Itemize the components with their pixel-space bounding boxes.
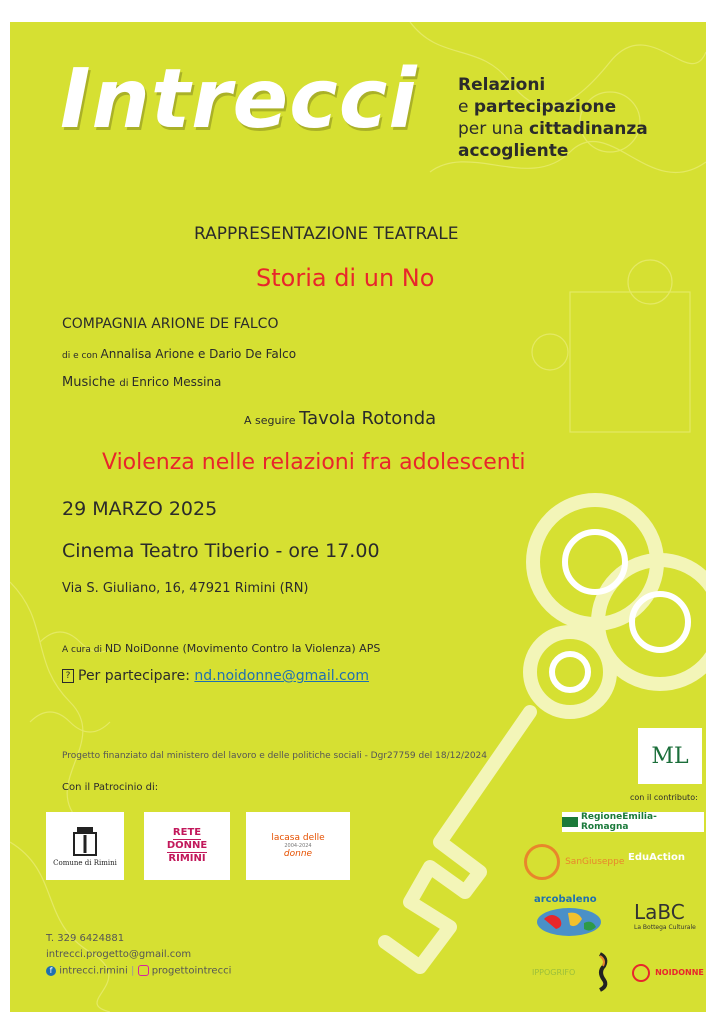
sangiuseppe-swirl-icon [524,844,560,880]
labc-label: LaBC [634,900,685,924]
participate-label: Per partecipare: [78,668,195,684]
casa-years: 2004-2024 [284,843,312,849]
casa-label: lacasa delle [271,833,325,843]
tagline [458,74,648,162]
event-venue: Cinema Teatro Tiberio - ore 17.00 [62,540,380,562]
arcobaleno-logo [534,894,604,943]
sangiuseppe-logo [524,844,624,880]
followup-pre: A seguire [244,414,300,427]
music [62,375,221,390]
ministero-logo [638,728,702,784]
music-pre: Musiche [62,375,120,390]
emilia-romagna-logo [562,812,704,832]
participate-email-link[interactable]: nd.noidonne@gmail.com [194,668,369,684]
rete-line3: RIMINI [168,853,206,864]
mail-icon: ? [62,669,74,683]
tagline-line3-pre: per una [458,119,530,139]
noidonne-mark-icon [632,964,650,982]
music-di: di [119,378,132,389]
contribution-label: con il contributo: [630,793,698,802]
labc-sub: La Bottega Culturale [634,924,696,931]
separator: | [130,965,135,977]
tagline-line3: cittadinanza [529,119,648,139]
labc-logo [634,900,696,931]
patronage-label: Con il Patrocinio di: [62,782,159,793]
noidonne-label: NOIDONNE [655,968,704,977]
facebook-icon: f [46,966,56,976]
emilia-label: RegioneEmilia-Romagna [580,812,657,832]
rete-donne-logo [144,812,230,880]
credits-names: Annalisa Arione e Dario De Falco [100,347,297,361]
coat-of-arms-icon [71,825,99,859]
comune-label: Comune di Rimini [53,859,117,867]
seahorse-icon [590,952,610,992]
followup-title: Tavola Rotonda [299,408,437,429]
music-name: Enrico Messina [131,375,222,389]
casa-delle-donne-logo [246,812,350,880]
credits-pre: di e con [62,351,101,361]
sangiuseppe-label: SanGiuseppe [565,857,625,867]
arcobaleno-label: arcobaleno [534,894,597,905]
event-type: RAPPRESENTAZIONE TEATRALE [194,224,459,244]
curated-by [62,642,380,655]
comune-rimini-logo [46,812,124,880]
event-date: 29 MARZO 2025 [62,498,218,520]
followup [244,408,436,429]
casa-script: donne [283,849,313,859]
eduaction-logo: EduAction [628,852,685,863]
facebook-handle[interactable]: intrecci.rimini [59,965,128,977]
rete-line1: RETE [172,827,202,838]
noidonne-logo [632,962,704,982]
instagram-icon [138,965,149,976]
participate [62,668,369,684]
curated-pre: A cura di [62,645,105,655]
credits [62,347,296,361]
round-table-topic: Violenza nelle relazioni fra adolescenti [102,450,526,475]
rete-line2: DONNE [166,840,208,851]
instagram-handle[interactable]: progettointrecci [151,965,232,977]
poster [10,22,706,1012]
tagline-line2: partecipazione [473,97,617,117]
intrecci-logo: Intrecci [60,52,418,147]
funding-note: Progetto finanziato dal ministero del lavoro e delle politiche sociali - Dgr27759 del 18/12/2024 [62,751,487,761]
event-address: Via S. Giuliano, 16, 47921 Rimini (RN) [62,581,309,596]
tagline-line1: Relazioni [458,75,546,95]
ippogrifo-logo: IPPOGRIFO [532,968,576,977]
tagline-line4: accogliente [458,141,569,161]
event-title: Storia di un No [256,264,435,292]
curated-name: ND NoiDonne (Movimento Contro la Violenza) APS [104,642,381,655]
tagline-line2-pre: e [458,97,474,117]
company-name: COMPAGNIA ARIONE DE FALCO [62,316,279,332]
contact-email[interactable]: intrecci.progetto@gmail.com [46,949,192,960]
emilia-flag-icon [562,817,578,827]
ml-mark: ML [651,743,689,769]
social-links [46,965,231,977]
world-map-icon [534,905,604,939]
contact-phone: T. 329 6424881 [46,933,125,944]
